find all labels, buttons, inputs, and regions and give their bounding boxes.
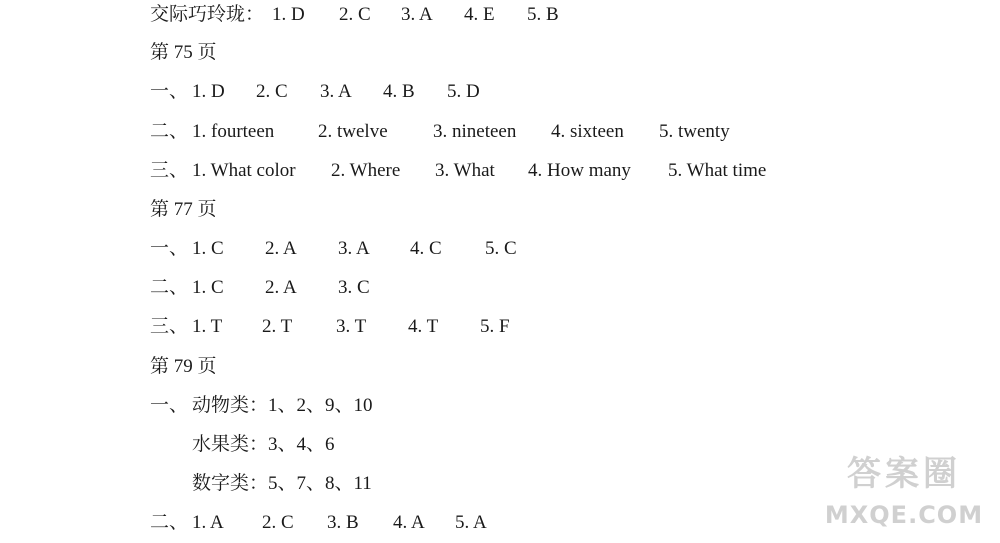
answer-item: 3. A [401,4,433,25]
line-label: 二、 [150,277,189,298]
answer-item: 1. D [192,81,225,102]
answer-item: 动物类：1、2、9、10 [192,395,373,416]
answer-item: 数字类：5、7、8、11 [192,473,372,494]
answer-item: 5. B [527,4,559,25]
line-label: 一、 [150,395,189,416]
answer-item: 1. What color [192,160,296,181]
answer-item: 5. A [455,512,487,533]
site-watermark [814,451,994,541]
answer-item: 2. A [265,277,297,298]
answer-item: 4. sixteen [551,121,624,142]
answer-item: 2. A [265,238,297,259]
page-number-label: 第 75 页 [150,42,217,63]
answer-item: 3. A [338,238,370,259]
line-label: 交际巧玲珑： [150,4,265,25]
answer-item: 1. C [192,238,224,259]
answer-item: 4. T [408,316,439,337]
watermark-logo-text: 答案圈 [847,454,961,494]
line-label: 二、 [150,121,189,142]
answer-item: 2. C [256,81,288,102]
answer-item: 2. C [339,4,371,25]
answer-item: 3. T [336,316,367,337]
answer-item: 水果类：3、4、6 [192,434,335,455]
answer-item: 1. fourteen [192,121,275,142]
line-label: 二、 [150,512,189,533]
answer-item: 1. A [192,512,224,533]
answer-item: 3. What [435,160,495,181]
answer-item: 4. How many [528,160,631,181]
answer-item: 1. C [192,277,224,298]
line-label: 一、 [150,81,189,102]
answer-item: 5. twenty [659,121,730,142]
answer-item: 2. twelve [318,121,388,142]
answer-item: 4. C [410,238,442,259]
answer-item: 5. F [480,316,510,337]
answer-item: 5. What time [668,160,767,181]
answer-item: 2. C [262,512,294,533]
page-number-label: 第 79 页 [150,356,217,377]
line-label: 三、 [150,160,189,181]
watermark-url: MXQE.COM [824,501,984,529]
answer-item: 1. D [272,4,305,25]
answer-item: 2. Where [331,160,401,181]
answer-item: 3. B [327,512,359,533]
answer-item: 4. E [464,4,495,25]
line-label: 三、 [150,316,189,337]
answer-item: 3. A [320,81,352,102]
answer-item: 5. D [447,81,480,102]
answer-item: 4. B [383,81,415,102]
answer-item: 5. C [485,238,517,259]
answer-item: 1. T [192,316,223,337]
answer-item: 3. nineteen [433,121,517,142]
answer-item: 4. A [393,512,425,533]
answer-item: 3. C [338,277,370,298]
answer-item: 2. T [262,316,293,337]
line-label: 一、 [150,238,189,259]
page-number-label: 第 77 页 [150,199,217,220]
